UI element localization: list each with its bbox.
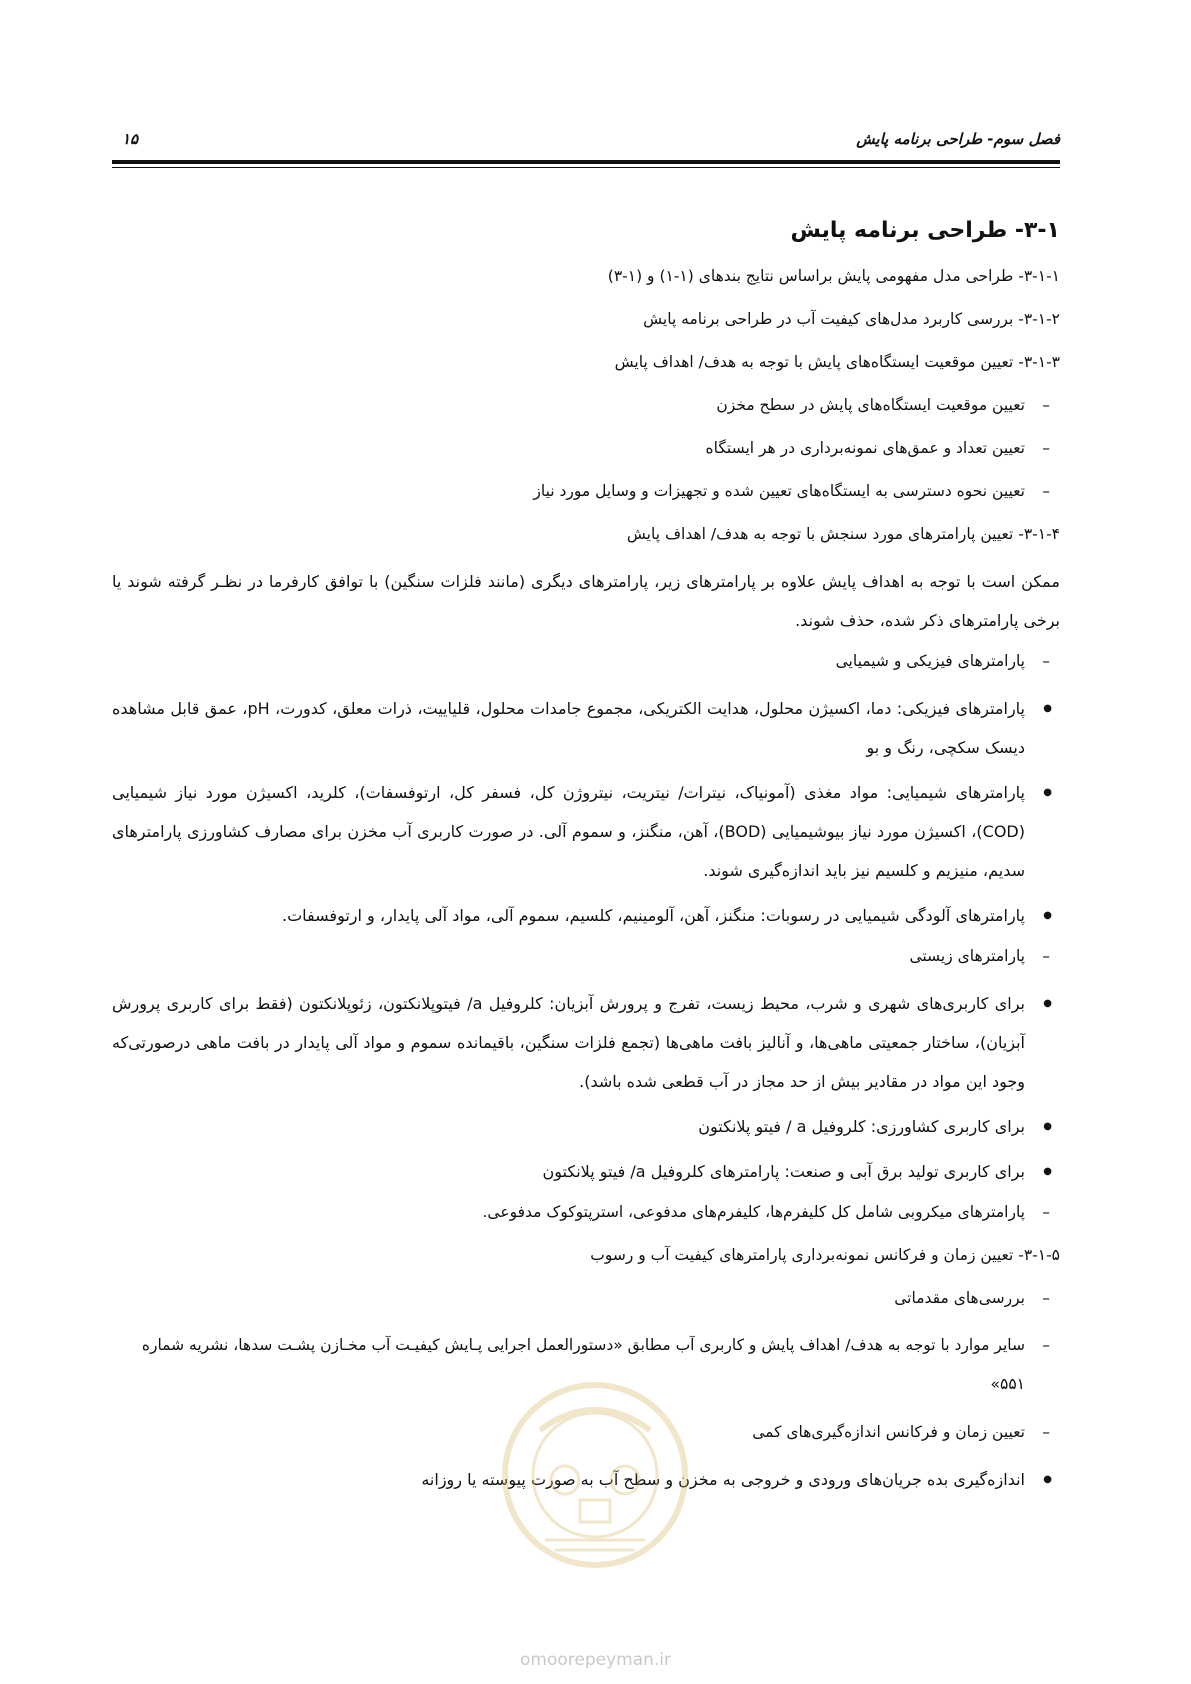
- bullet-item: ● برای کاربری کشاورزی: کلروفیل a / فیتو پلانکتون: [112, 1107, 1060, 1146]
- dash-item: – پارامترهای زیستی: [112, 941, 1060, 971]
- body-content: [112, 218, 1060, 1505]
- bullet-item: ● پارامترهای فیزیکی: دما، اکسیژن محلول، هدایت الکتریکی، مجموع جامدات محلول، قلیاییت، ذرات معلق، کدورت، pH، عمق قابل مشاهده دیسک سکچی، رنگ و بو: [112, 689, 1060, 767]
- dash-item: – پارامترهای میکروبی شامل کل کلیفرم‌ها، کلیفرم‌های مدفوعی، استرپتوکوک مدفوعی.: [112, 1197, 1060, 1227]
- header-rule-thin: [112, 167, 1060, 168]
- bullet-item: ● برای کاربری تولید برق آبی و صنعت: پارامترهای کلروفیل a/ فیتو پلانکتون: [112, 1152, 1060, 1191]
- dash-item: – سایر موارد با توجه به هدف/ اهداف پایش و کاربری آب مطابق «دستورالعمل اجرایی پـایش کیفیـت آب مخـازن پشـت سدها، نشریه شماره ۵۵۱»: [112, 1326, 1060, 1404]
- dash-item: – پارامترهای فیزیکی و شیمیایی: [112, 646, 1060, 676]
- subsection-3-1-2: ۳-۱-۲- بررسی کاربرد مدل‌های کیفیت آب در طراحی برنامه پایش: [643, 310, 1060, 328]
- bullet-item: ● پارامترهای آلودگی شیمیایی در رسوبات: منگنز، آهن، آلومینیم، کلسیم، سموم آلی، مواد آلی پایدار، و ارتوفسفات.: [112, 896, 1060, 935]
- bullet-item: ● پارامترهای شیمیایی: مواد مغذی (آمونیاک، نیترات/ نیتریت، نیتروژن کل، فسفر کل، ارتوفسفات)، کلرید، اکسیژن مورد نیاز شیمیایی (COD)، اکسیژن مورد نیاز بیوشیمیایی (BOD)، آهن، منگنز، و سموم آلی. در صورت کاربری آب مخزن برای مصارف کشاورزی پارامترهای سدیم، منیزیم و کلسیم نیز باید اندازه‌گیری شوند.: [112, 773, 1060, 890]
- page-header: [112, 130, 1060, 170]
- watermark-site: omoorepeyman.ir: [519, 1650, 672, 1670]
- page-number: ۱۵: [122, 130, 139, 148]
- dash-item: – بررسی‌های مقدماتی: [112, 1283, 1060, 1313]
- dash-item: – تعیین موقعیت ایستگاه‌های پایش در سطح مخزن: [112, 390, 1060, 420]
- subsection-3-1-4: ۳-۱-۴- تعیین پارامترهای مورد سنجش با توجه به هدف/ اهداف پایش: [626, 525, 1060, 543]
- dash-item: – تعیین زمان و فرکانس اندازه‌گیری‌های کمی: [112, 1417, 1060, 1447]
- subsection-3-1-1: ۳-۱-۱- طراحی مدل مفهومی پایش براساس نتایج بندهای (۱-۱) و (۱-۳): [607, 267, 1060, 285]
- subsection-3-1-5: ۳-۱-۵- تعیین زمان و فرکانس نمونه‌برداری پارامترهای کیفیت آب و رسوب: [590, 1246, 1060, 1264]
- section-heading: ۳-۱- طراحی برنامه پایش: [790, 218, 1060, 243]
- bullet-item: ● برای کاربری‌های شهری و شرب، محیط زیست، تفرج و پرورش آبزیان: کلروفیل a/ فیتوپلانکتون، زئوپلانکتون (فقط برای کاربری پرورش آبزیان)، ساختار جمعیتی ماهی‌ها، و آنالیز بافت ماهی‌ها (تجمع فلزات سنگین، باقیمانده سموم و مواد آلی پایدار در بافت ماهی درصورتی‌که وجود این مواد در مقادیر بیش از حد مجاز در آب قطعی شده باشد).: [112, 984, 1060, 1101]
- dash-item: – تعیین نحوه دسترسی به ایستگاه‌های تعیین شده و تجهیزات و وسایل مورد نیاز: [112, 476, 1060, 506]
- header-rule-thick: [112, 160, 1060, 164]
- watermark-seal-icon: [495, 1370, 695, 1580]
- intro-paragraph: ممکن است با توجه به اهداف پایش علاوه بر پارامترهای زیر، پارامترهای دیگری (مانند فلزات سنگین) با توافق کارفرما در نظـر گرفته شوند یا برخی پارامترهای ذکر شده، حذف شوند.: [112, 572, 1060, 630]
- bullet-item: ● اندازه‌گیری بده جریان‌های ورودی و خروجی به مخزن و سطح آب به صورت پیوسته یا روزانه: [112, 1460, 1060, 1499]
- chapter-title: فصل سوم- طراحی برنامه پایش: [856, 130, 1060, 148]
- subsection-3-1-3: ۳-۱-۳- تعیین موقعیت ایستگاه‌های پایش با توجه به هدف/ اهداف پایش: [614, 353, 1060, 371]
- dash-item: – تعیین تعداد و عمق‌های نمونه‌برداری در هر ایستگاه: [112, 433, 1060, 463]
